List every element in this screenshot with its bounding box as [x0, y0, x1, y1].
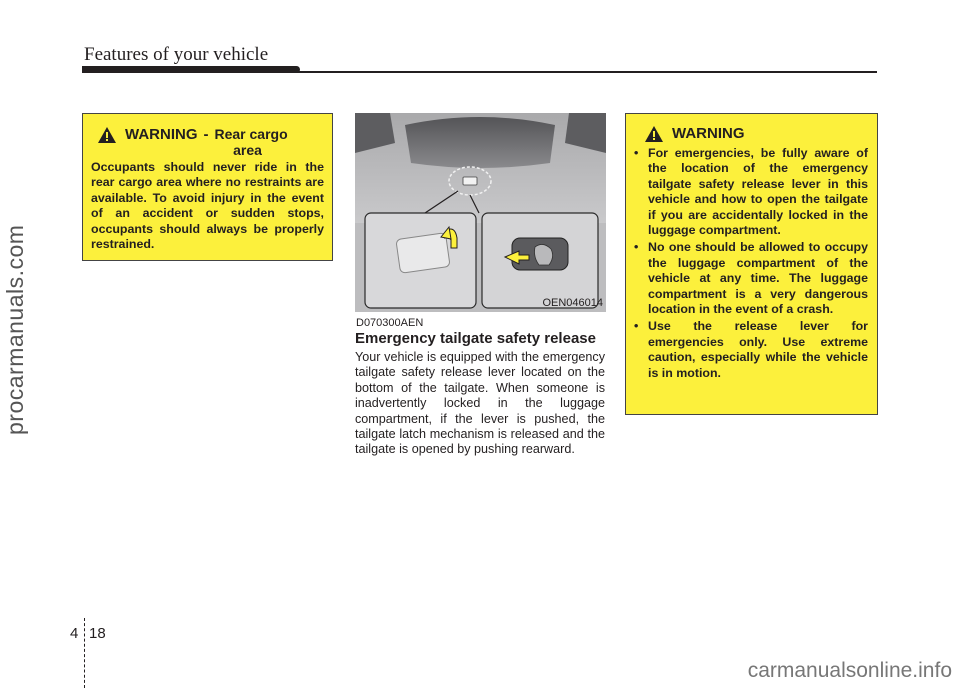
warning-heading: [83, 114, 332, 144]
footer-divider: [84, 618, 86, 688]
warning-triangle-icon: [644, 125, 664, 143]
warning-bullet: • For emergencies, be fully aware of the location of the emergency tailgate safety release lever in this vehicle and how to open the tailgate if you are accidentally locked in the luggage compartment.: [634, 146, 868, 238]
section-code: D070300AEN: [356, 317, 424, 329]
warning-bullet: • Use the release lever for emergencies only. Use extreme caution, especially while the vehicle is in motion.: [634, 319, 868, 381]
warning-bullet: • No one should be allowed to occupy the luggage compartment of the vehicle at any time. The luggage compartment is a very dangerous location in the event of a crash.: [634, 240, 868, 317]
watermark-left: procarmanuals.com: [2, 224, 28, 436]
section-title: Emergency tailgate safety release: [355, 330, 596, 347]
warning-heading: [626, 114, 877, 143]
tailgate-figure-svg: [355, 113, 606, 312]
page-header-title: Features of your vehicle: [84, 44, 269, 65]
footer-chapter-number: 4: [70, 625, 79, 642]
warning-box-tailgate: [625, 113, 878, 415]
warning-triangle-icon: [97, 126, 117, 144]
header-rule: [82, 66, 300, 73]
warning-subtitle-line2: area: [233, 142, 262, 158]
footer-page-number: 18: [89, 625, 106, 642]
warning-box-rear-cargo: [82, 113, 333, 261]
watermark-bottom: carmanualsonline.info: [747, 659, 952, 682]
figure-code: OEN046014: [542, 297, 603, 309]
warning-dash: -: [203, 126, 209, 143]
warning-title: WARNING: [672, 125, 745, 142]
warning-title: WARNING: [125, 126, 198, 143]
warning-bullet-list: [626, 146, 877, 381]
header-rule-thin: [296, 71, 877, 73]
warning-subtitle: Rear cargo: [214, 126, 288, 142]
warning-body: Occupants should never ride in the rear cargo area where no restraints are available. To avoid injury in the event of an accident or sudden stops, occupants should always be properly restrained.: [91, 160, 324, 252]
section-body: Your vehicle is equipped with the emergency tailgate safety release lever located on the bottom of the tailgate. When someone is inadvertently locked in the luggage compartment, if the lever is pushed, the tailgate latch mechanism is released and the tailgate is opened by pushing rearward.: [355, 350, 605, 457]
tailgate-illustration: [355, 113, 606, 312]
